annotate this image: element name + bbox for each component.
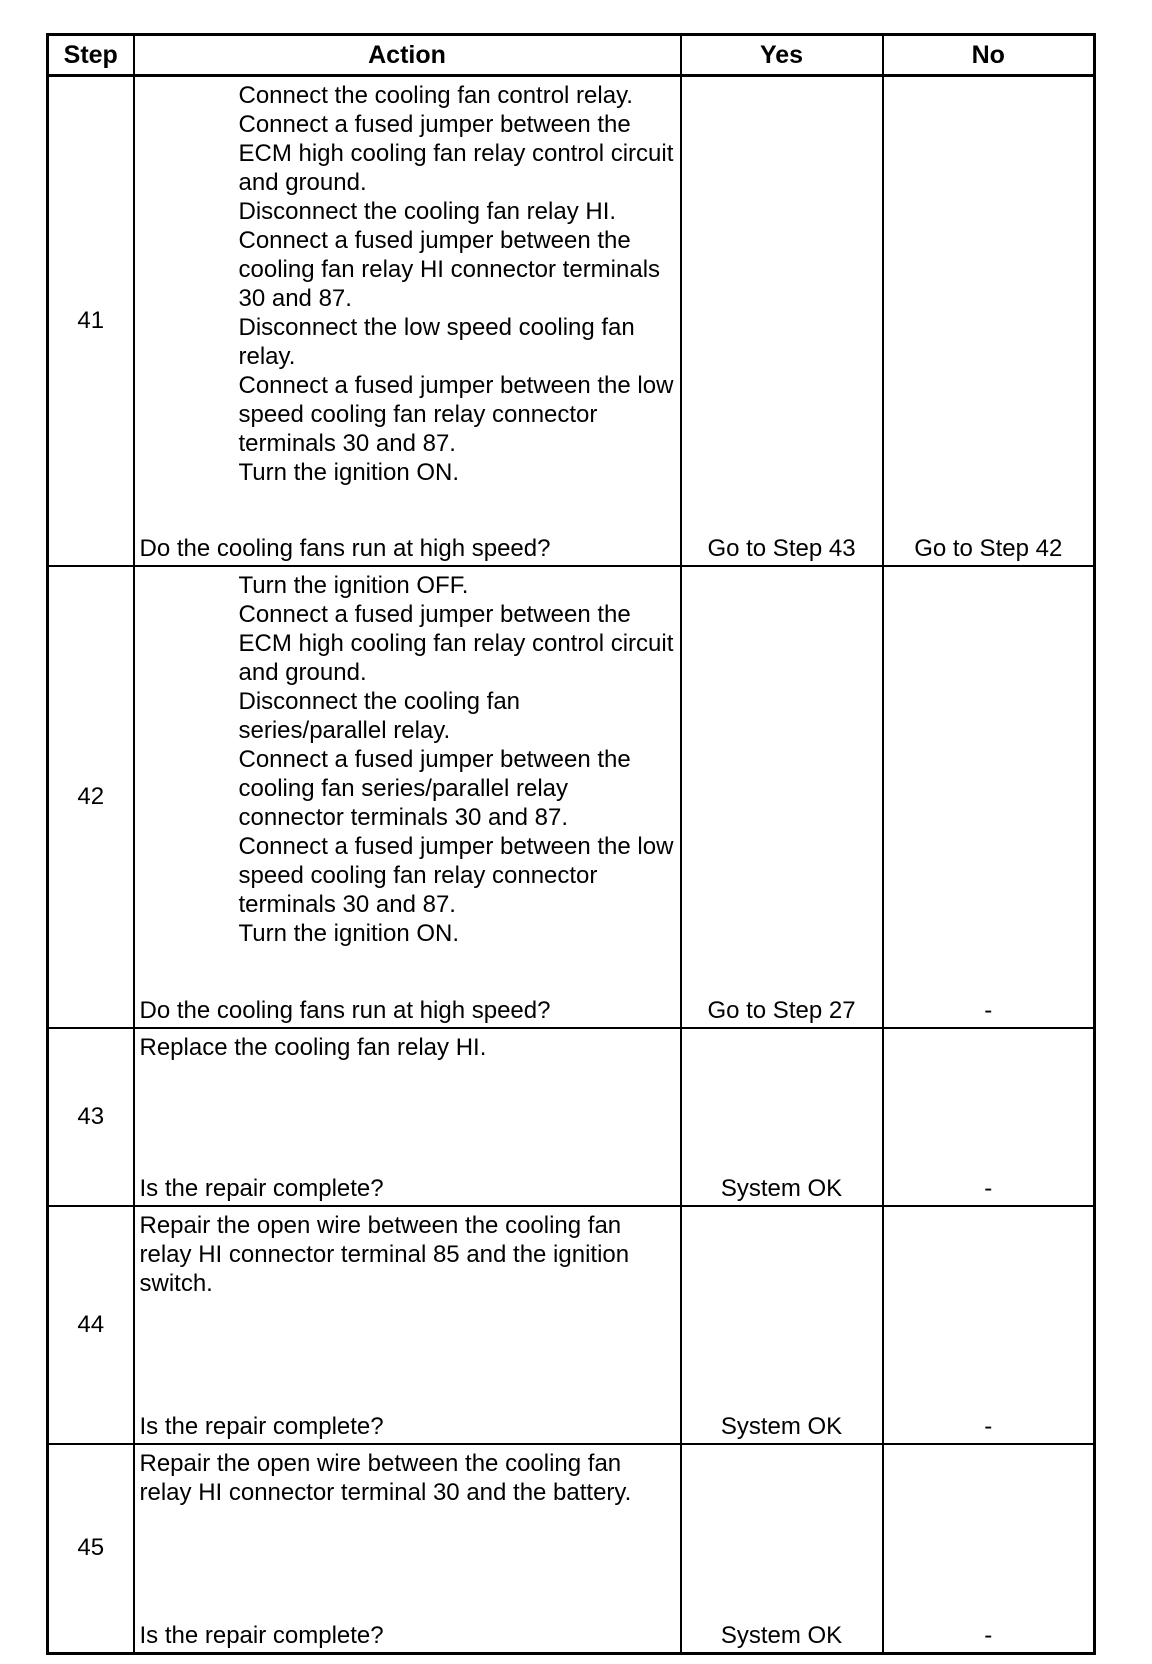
action-cell: [134, 1444, 681, 1654]
step-number: 45: [48, 1444, 134, 1654]
step-number: 41: [48, 76, 134, 566]
action-item: Turn the ignition OFF.: [238, 571, 469, 599]
yes-cell: [681, 1444, 883, 1654]
yes-cell: [681, 76, 883, 566]
action-text: Replace the cooling fan relay HI.: [139, 1033, 487, 1061]
action-cell: [134, 76, 681, 566]
table-row: [48, 1444, 1095, 1654]
action-text: Repair the open wire between the cooling fan relay HI connector terminal 85 and the ignition switch.: [139, 1211, 630, 1297]
action-item: Connect the cooling fan control relay.: [238, 82, 633, 109]
action-item: Turn the ignition ON.: [238, 919, 460, 947]
step-number: 42: [48, 566, 134, 1028]
action-items: [135, 567, 680, 948]
no-cell: [883, 76, 1095, 566]
action-item: Connect a fused jumper between the ECM high cooling fan relay control circuit and ground.: [238, 111, 674, 196]
step-number: 44: [48, 1206, 134, 1444]
action-cell: [134, 566, 681, 1028]
yes-answer: Go to Step 43: [707, 534, 856, 562]
yes-answer: System OK: [720, 1174, 843, 1202]
no-cell: [883, 1444, 1095, 1654]
header-no: No: [883, 35, 1095, 76]
header-action: Action: [134, 35, 681, 76]
action-item: Disconnect the cooling fan series/parallel relay.: [238, 687, 521, 744]
no-cell: [883, 566, 1095, 1028]
header-yes: Yes: [681, 35, 883, 76]
action-item: Connect a fused jumper between the cooling fan series/parallel relay connector terminals 30 and 87.: [238, 745, 631, 831]
yes-answer: Go to Step 27: [707, 996, 856, 1024]
action-question: Is the repair complete?: [139, 1622, 384, 1649]
action-cell: [134, 1028, 681, 1206]
table-row: [48, 1028, 1095, 1206]
no-answer: -: [984, 1412, 993, 1440]
action-item: Connect a fused jumper between the cooling fan relay HI connector terminals 30 and 87.: [238, 227, 661, 312]
yes-cell: [681, 1206, 883, 1444]
no-answer: -: [984, 1622, 993, 1649]
diagnostic-table: [46, 33, 1096, 1655]
header-step: Step: [48, 35, 134, 76]
yes-cell: [681, 1028, 883, 1206]
action-question: Is the repair complete?: [139, 1412, 384, 1440]
yes-answer: System OK: [720, 1412, 843, 1440]
yes-cell: [681, 566, 883, 1028]
action-question: Do the cooling fans run at high speed?: [139, 534, 551, 562]
no-answer: -: [984, 1174, 993, 1202]
table-row: [48, 1206, 1095, 1444]
action-item: Connect a fused jumper between the low speed cooling fan relay connector terminals 30 and 87.: [238, 372, 674, 457]
step-number: 43: [48, 1028, 134, 1206]
no-cell: [883, 1028, 1095, 1206]
action-question: Is the repair complete?: [139, 1174, 384, 1202]
action-items: [135, 77, 680, 487]
header-row: [48, 35, 1095, 76]
yes-answer: System OK: [720, 1622, 843, 1649]
table-row: [48, 566, 1095, 1028]
action-item: Disconnect the low speed cooling fan relay.: [238, 314, 635, 370]
no-answer: Go to Step 42: [914, 534, 1063, 562]
action-text: Repair the open wire between the cooling fan relay HI connector terminal 30 and the battery.: [139, 1449, 632, 1506]
no-cell: [883, 1206, 1095, 1444]
action-item: Turn the ignition ON.: [238, 459, 460, 486]
action-item: Connect a fused jumper between the ECM high cooling fan relay control circuit and ground.: [238, 600, 674, 686]
action-item: Connect a fused jumper between the low speed cooling fan relay connector terminals 30 and 87.: [238, 832, 674, 918]
action-question: Do the cooling fans run at high speed?: [139, 996, 551, 1024]
action-cell: [134, 1206, 681, 1444]
table-row: [48, 76, 1095, 566]
action-item: Disconnect the cooling fan relay HI.: [238, 198, 617, 225]
no-answer: -: [984, 996, 993, 1024]
